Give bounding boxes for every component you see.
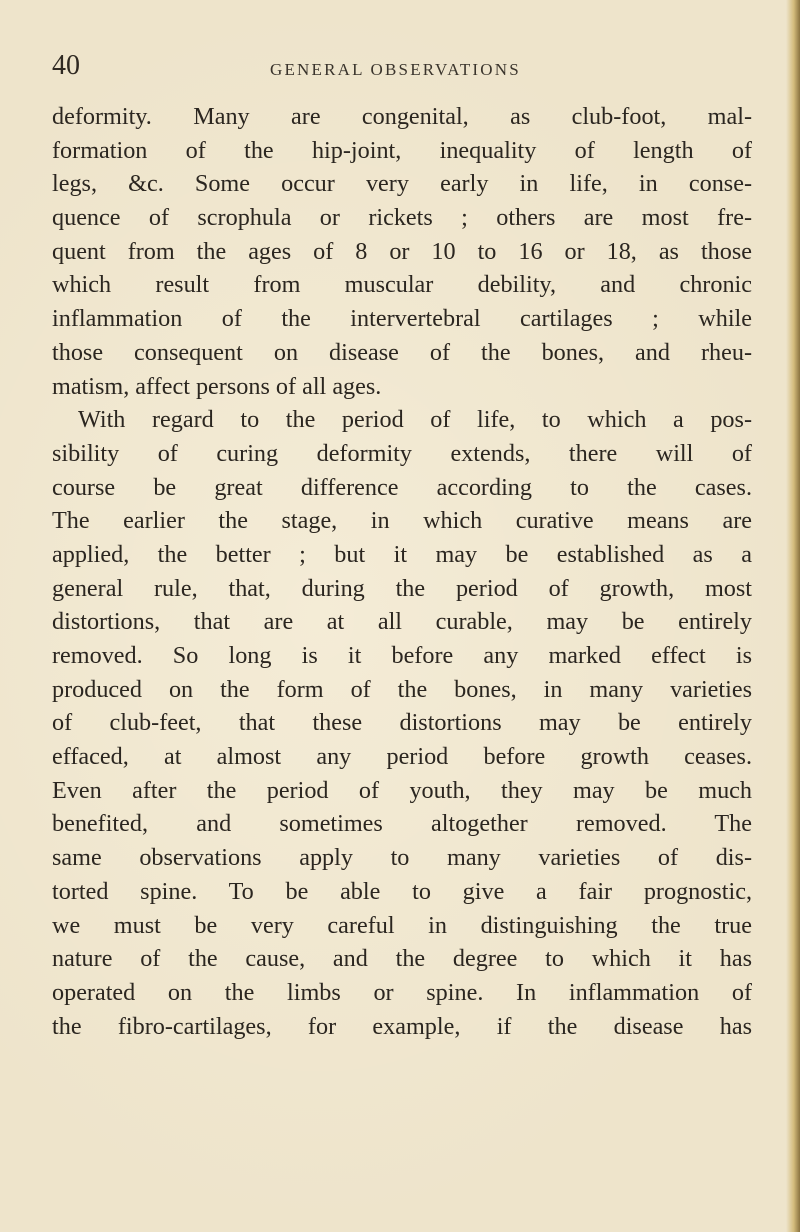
text-line: Even after the period of youth, they may be much (52, 776, 752, 804)
text-line: inflammation of the intervertebral cartilages ; while (52, 305, 752, 333)
text-line: removed. So long is it before any marked effect is (52, 642, 752, 669)
text-line: benefited, and sometimes altogether removed. The (52, 810, 752, 838)
text-line: legs, &c. Some occur very early in life, in conse- (52, 170, 752, 198)
text-line: general rule, that, during the period of growth, most (52, 574, 752, 602)
text-line: applied, the better ; but it may be established as a (52, 540, 752, 568)
text-line: With regard to the period of life, to which a pos- (78, 406, 752, 434)
text-line: those consequent on disease of the bones, and rheu- (52, 338, 752, 366)
text-line: formation of the hip-joint, inequality of length of (52, 136, 752, 164)
text-line: nature of the cause, and the degree to which it has (52, 945, 752, 973)
text-line: produced on the form of the bones, in many varieties (52, 675, 752, 703)
text-line: we must be very careful in distinguishing the true (52, 911, 752, 939)
text-line: effaced, at almost any period before growth ceases. (52, 743, 752, 771)
page-number: 40 (52, 50, 80, 81)
text-line: The earlier the stage, in which curative means are (52, 507, 752, 535)
text-line: distortions, that are at all curable, may be entirely (52, 608, 752, 636)
text-line: matism, affect persons of all ages. (52, 372, 382, 400)
text-line: operated on the limbs or spine. In inflammation of (52, 978, 752, 1006)
text-line: the fibro-cartilages, for example, if the disease has (52, 1012, 752, 1040)
text-line: same observations apply to many varieties of dis- (52, 844, 752, 872)
text-line: quent from the ages of 8 or 10 to 16 or 18, as those (52, 237, 752, 265)
body-text (52, 100, 752, 1043)
page-edge-shadow (786, 0, 800, 1232)
text-line: sibility of curing deformity extends, there will of (52, 439, 752, 467)
text-line: course be great difference according to the cases. (52, 473, 752, 501)
text-line: which result from muscular debility, and chronic (52, 271, 752, 299)
text-line: torted spine. To be able to give a fair prognostic, (52, 877, 752, 905)
text-line: of club-feet, that these distortions may be entirely (52, 709, 752, 737)
running-head: GENERAL OBSERVATIONS (270, 60, 521, 79)
text-line: quence of scrophula or rickets ; others are most fre- (52, 204, 752, 232)
text-line: deformity. Many are congenital, as club-foot, mal- (52, 103, 752, 130)
